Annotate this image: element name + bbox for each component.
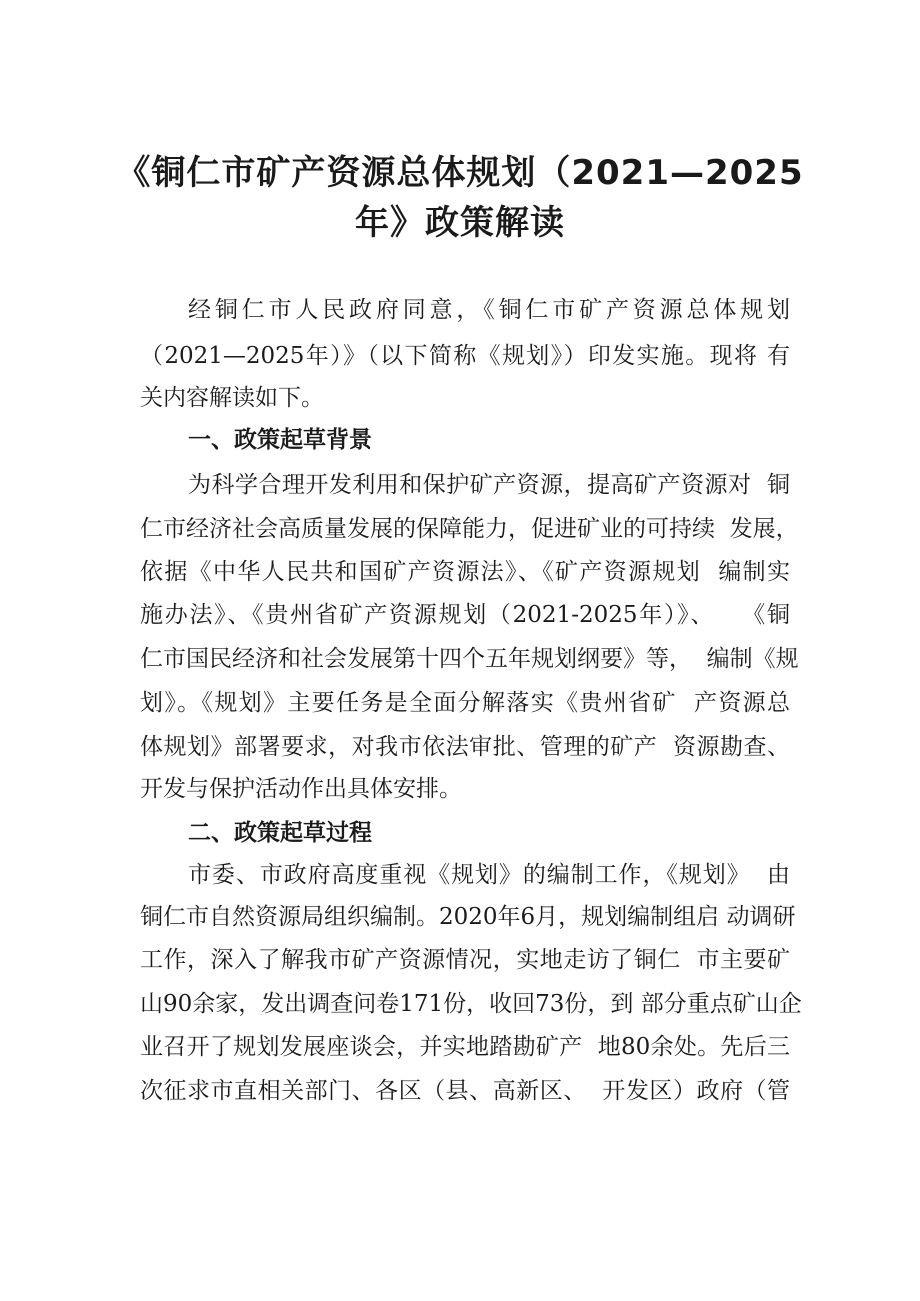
- document-title-line-1: 《铜仁市矿产资源总体规划（2021—2025: [116, 153, 804, 193]
- section2-line: 次征求市直相关部门、各区（县、高新区、 开发区）政府（管: [140, 1078, 790, 1104]
- section1-line: 依据《中华人民共和国矿产资源法》、《矿产资源规划 编制实: [140, 559, 790, 585]
- intro-line: 经铜仁市人民政府同意，《铜仁市矿产资源总体规划: [188, 297, 790, 323]
- section1-line: 仁市国民经济和社会发展第十四个五年规划纲要》等， 编制《规: [140, 646, 799, 672]
- section2-line: 铜仁市自然资源局组织编制。2020年6月，规划编制组启 动调研: [140, 904, 796, 930]
- section1-line: 为科学合理开发利用和保护矿产资源，提高矿产资源对 铜: [188, 472, 790, 498]
- section2-line: 业召开了规划发展座谈会，并实地踏勘矿产 地80余处。先后三: [140, 1034, 790, 1060]
- section2-line: 山90余家，发出调查问卷171份，收回73份，到 部分重点矿山企: [140, 991, 802, 1017]
- section-heading-background: 一、政策起草背景: [188, 427, 372, 453]
- section1-line: 仁市经济社会高质量发展的保障能力，促进矿业的可持续 发展，: [140, 516, 799, 542]
- document-title-line-2: 年》政策解读: [355, 203, 565, 243]
- section2-line: 市委、市政府高度重视《规划》的编制工作，《规划》 由: [188, 862, 790, 888]
- section2-line: 工作，深入了解我市矿产资源情况，实地走访了铜仁 市主要矿: [140, 947, 790, 973]
- intro-line: （2021—2025年）》（以下简称《规划》）印发实施。现将 有: [140, 343, 790, 369]
- section1-line: 施办法》、《贵州省矿产资源规划（2021-2025年）》、 《铜: [140, 602, 790, 628]
- section1-line: 开发与保护活动作出具体安排。: [140, 776, 462, 802]
- section1-line: 体规划》部署要求，对我市依法审批、管理的矿产 资源勘查、: [140, 734, 790, 760]
- section1-line: 划》。《规划》主要任务是全面分解落实《贵州省矿 产资源总: [140, 690, 790, 716]
- section-heading-process: 二、政策起草过程: [188, 820, 372, 846]
- intro-line: 关内容解读如下。: [140, 385, 324, 411]
